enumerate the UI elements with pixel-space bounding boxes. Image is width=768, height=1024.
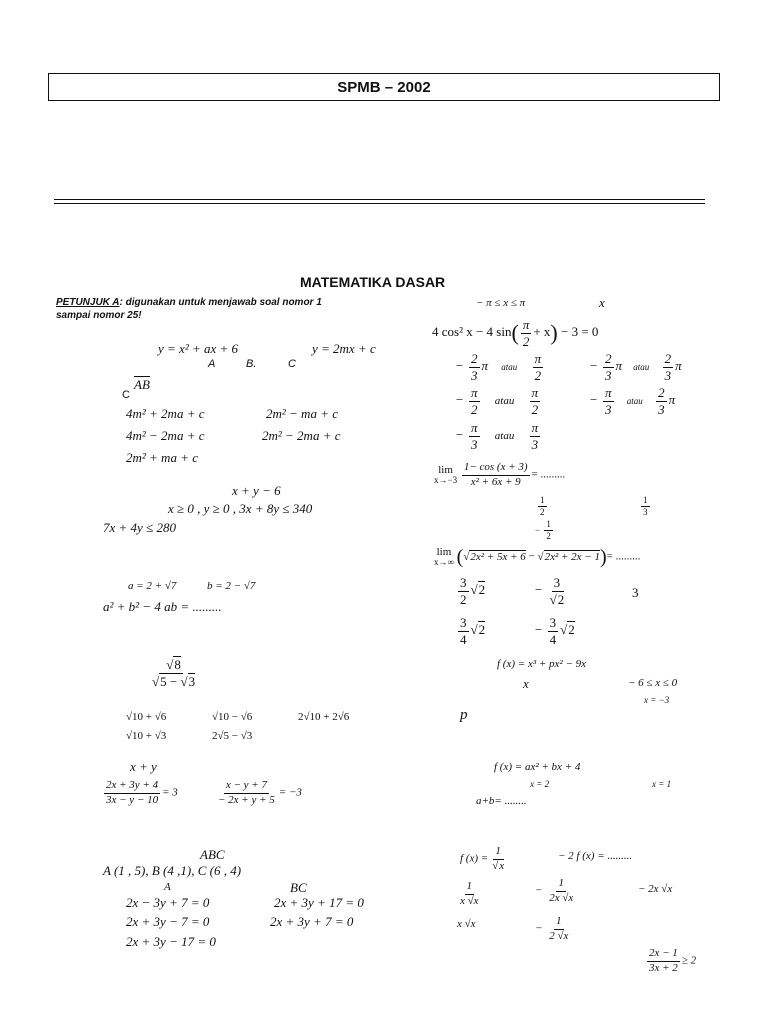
q11-question: a+b= ........: [476, 795, 527, 807]
q9-expr-a: 2x² + 5x + 6: [470, 550, 526, 563]
q11-point-2: x = 1: [652, 779, 672, 789]
q8-option-1: $\frac{1}{2}$: [540, 495, 545, 518]
q10-function: f (x) = x³ + px² − 9x: [497, 658, 587, 670]
q12-option-5: − $\frac{1}{2 √x}$: [535, 915, 569, 942]
q1-label-c: C: [288, 358, 296, 370]
q12-option-1: $\frac{1}{x √x}$: [460, 880, 479, 907]
q1-segment: AB: [134, 377, 150, 392]
title-box: [48, 73, 720, 101]
q10-variable: x: [523, 676, 529, 691]
q1-option-1: 4m² + 2ma + c: [126, 406, 205, 421]
q1-option-3: 4m² − 2ma + c: [126, 428, 205, 443]
q8-option-3: − $\frac{1}{2}$: [535, 519, 551, 542]
q6-option-2: 2x + 3y + 17 = 0: [274, 895, 364, 910]
q7-eq-tail: − 3 = 0: [561, 324, 599, 340]
q2-expression: x + y − 6: [232, 483, 281, 498]
q11-point-1: x = 2: [530, 779, 550, 789]
q9-option-1: $\frac{3}{2}$ √ 2: [456, 576, 485, 606]
q5-eq1-num: 2x + 3y + 4: [104, 780, 160, 794]
q1-label-b: B.: [246, 358, 257, 370]
q9-option-3: 3: [632, 585, 639, 600]
q8-option-2: $\frac{1}{3}$: [643, 495, 648, 518]
instructions-label: PETUNJUK A: [56, 297, 120, 308]
q4-option-4: √10 + √3: [126, 730, 167, 742]
q11-function: f (x) = ax² + bx + 4: [494, 761, 581, 773]
q8-lim: lim: [438, 464, 453, 477]
q6-triangle: ABC: [200, 847, 225, 862]
q7-option-5: − $\frac{\pi}{3}$ atau $\frac{\pi}{3}$: [455, 420, 539, 452]
q8-num: 1− cos (x + 3): [462, 462, 530, 476]
q12-question: − 2 f (x) = .........: [558, 850, 633, 862]
q6-points: A (1 , 5), B (4 ,1), C (6 , 4): [103, 863, 242, 878]
q5-expression: x + y: [130, 759, 157, 774]
q9-tail: = .........: [606, 550, 641, 563]
q3-a-def: a = 2 + √7: [128, 580, 177, 592]
q4-option-2: √10 − √6: [212, 711, 253, 723]
instructions-text: : digunakan untuk menjawab soal nomor 1 sampai nomor 25!: [56, 297, 322, 321]
q3-b-def: b = 2 − √7: [207, 580, 256, 592]
q1-eq1: y = x² + ax + 6: [158, 341, 239, 356]
instructions: [56, 296, 356, 322]
q7-option-2: − $\frac{2}{3}$ π atau $\frac{2}{3}$ π: [589, 351, 682, 383]
document-title: SPMB – 2002: [337, 79, 431, 96]
q1-option-2: 2m² − ma + c: [266, 406, 338, 421]
q10-point: x = −3: [644, 695, 670, 705]
section-title: MATEMATIKA DASAR: [300, 274, 446, 290]
q4-den-b: 3: [188, 673, 196, 689]
q9-lim: lim: [436, 546, 452, 558]
q6-label-bc: BC: [290, 880, 307, 895]
q6-option-3: 2x + 3y − 7 = 0: [126, 914, 210, 929]
q2-constraint-2: 7x + 4y ≤ 280: [103, 520, 176, 535]
q8-den: x² + 6x + 9: [470, 475, 521, 488]
q5-eq1-den: 3x − y − 10: [106, 793, 159, 806]
q12-option-2: − $\frac{1}{2x √x}$: [535, 877, 574, 904]
q4-option-1: √10 + √6: [126, 711, 167, 723]
q6-option-1: 2x − 3y + 7 = 0: [126, 895, 210, 910]
q9-option-2: − 3 √ 2: [535, 576, 568, 606]
q9-limit: lim x→∞ (√ 2x² + 5x + 6 − √ 2x² + 2x − 1)= .........: [434, 547, 640, 567]
q6-option-5: 2x + 3y − 17 = 0: [126, 934, 216, 949]
q8-limit: [434, 462, 565, 488]
q7-eq-frac-den: 2: [522, 333, 530, 349]
q7-eq-right: + x: [533, 324, 551, 340]
q7-option-1: − $\frac{2}{3}$ π atau $\frac{\pi}{2}$: [455, 351, 542, 383]
q5-eq2-den: − 2x + y + 5: [218, 793, 275, 806]
q7-option-3: − $\frac{\pi}{2}$ atau $\frac{\pi}{2}$: [455, 385, 539, 417]
divider-bottom: [54, 203, 705, 204]
q1-eq2: y = 2mx + c: [312, 341, 376, 356]
q7-equation: 4 cos² x − 4 sin( $\frac{\pi}{2}$ + x) − 3 = 0: [432, 317, 599, 349]
q8-tail: = .........: [531, 468, 566, 481]
q5-eq2-rhs: = −3: [278, 786, 302, 799]
q4-fraction: √ 8 √ 5 − √ 3: [148, 658, 199, 688]
q1-label-c2: C: [122, 389, 130, 401]
q6-label-a: A: [164, 881, 171, 893]
q7-eq-frac-num: π: [522, 317, 530, 332]
q12-option-4: x √x: [457, 918, 476, 930]
q2-constraint-1: x ≥ 0 , y ≥ 0 , 3x + 8y ≤ 340: [168, 501, 313, 516]
q4-den-a: 5: [160, 673, 167, 689]
q8-lim-sub: x→−3: [434, 475, 458, 486]
q3-question: a² + b² − 4 ab = .........: [103, 599, 222, 614]
q7-eq-left: 4 cos² x − 4 sin: [432, 324, 512, 340]
q6-option-4: 2x + 3y + 7 = 0: [270, 914, 354, 929]
q13-inequality: $\frac{2x - 1}{3x + 2}$ ≥ 2: [649, 947, 697, 974]
q1-option-5: 2m² + ma + c: [126, 450, 198, 465]
q1-option-4: 2m² − 2ma + c: [262, 428, 341, 443]
q9-option-5: − $\frac{3}{4}$ √ 2: [535, 616, 575, 646]
q9-option-4: $\frac{3}{4}$ √ 2: [456, 616, 485, 646]
q5-equation-1: [102, 780, 178, 806]
q10-range: − 6 ≤ x ≤ 0: [628, 677, 678, 689]
q5-equation-2: [214, 780, 302, 806]
q4-option-5: 2√5 − √3: [212, 730, 253, 742]
q5-eq2-num: x − y + 7: [224, 780, 269, 794]
q7-variable: x: [599, 295, 605, 310]
q1-label-a: A: [208, 358, 216, 370]
q7-option-4: − $\frac{\pi}{3}$ atau $\frac{2}{3}$ π: [589, 385, 676, 417]
q12-function: f (x) = 1 √ x: [460, 846, 508, 872]
divider-top: [54, 199, 705, 200]
q4-num: 8: [174, 657, 181, 672]
q4-option-3: 2√10 + 2√6: [298, 711, 350, 723]
q5-eq1-rhs: = 3: [162, 786, 178, 799]
q9-expr-b: 2x² + 2x − 1: [544, 550, 600, 563]
q7-domain: − π ≤ x ≤ π: [476, 297, 526, 309]
q10-p: p: [460, 707, 468, 723]
q12-option-3: − 2x √x: [638, 883, 673, 895]
q9-lim-sub: x→∞: [434, 557, 454, 567]
